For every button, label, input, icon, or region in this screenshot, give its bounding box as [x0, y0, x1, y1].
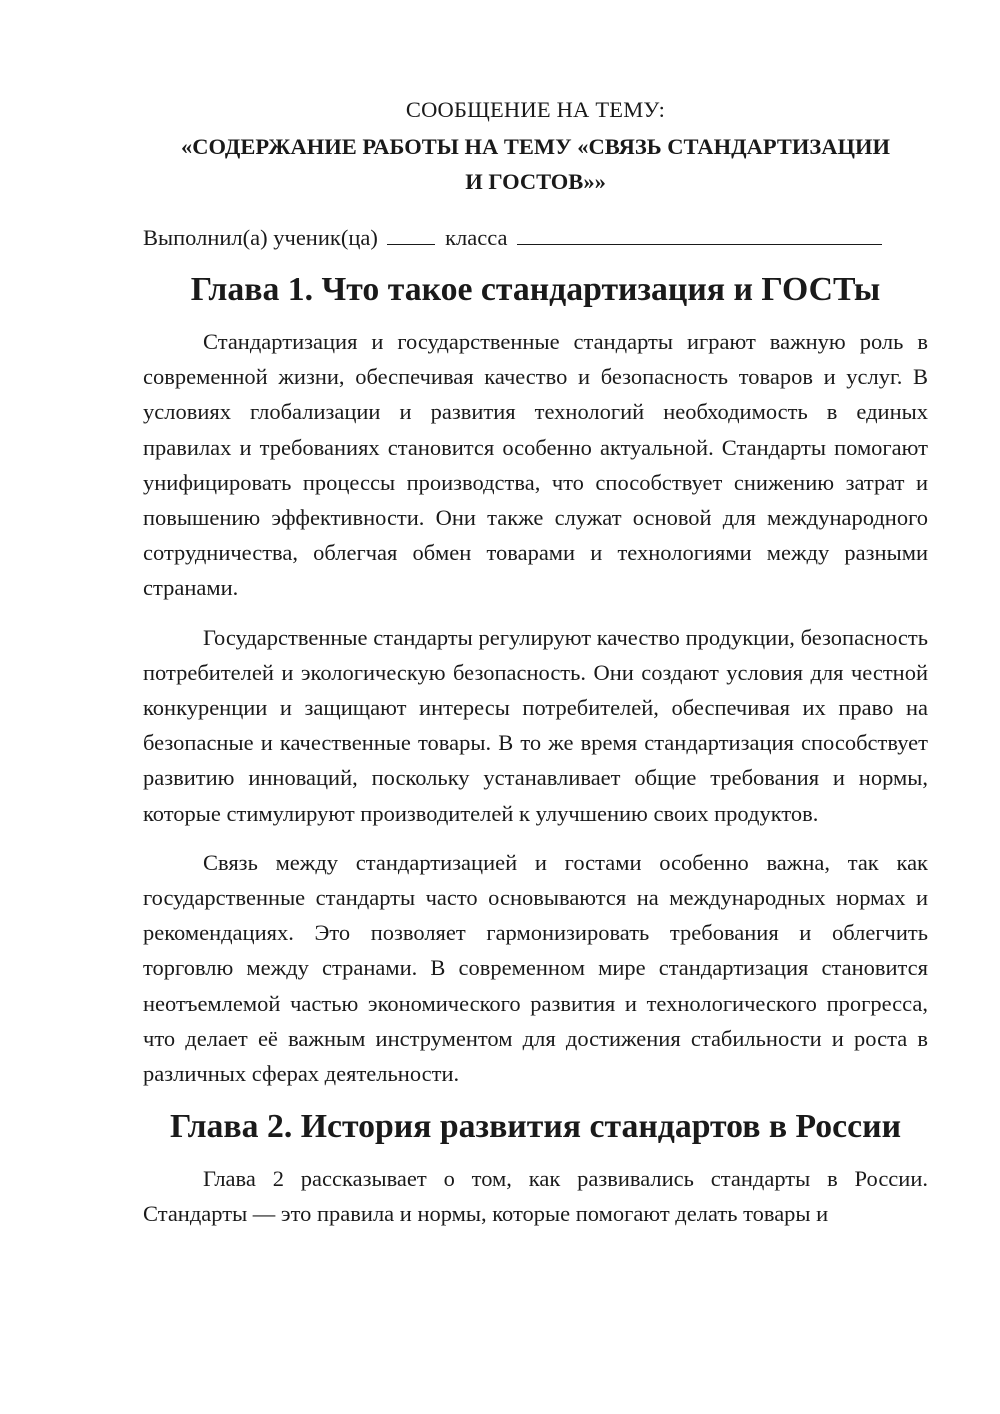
document-page: [143, 92, 928, 1232]
performer-label: Выполнил(а) ученик(ца): [143, 225, 378, 250]
chapter-1-paragraph-1: Стандартизация и государственные стандарты играют важную роль в современной жизни, обеспечивая качество и безопасность товаров и услуг. В условиях глобализации и развития технологий необходимость в единых правилах и требованиях становится особенно актуальной. Стандарты помогают унифицировать процессы производства, что способствует снижению затрат и повышению эффективности. Они также служат основой для международного сотрудничества, облегчая обмен товарами и технологиями между разными странами.: [143, 329, 928, 601]
chapter-2-heading: Глава 2. История развития стандартов в России: [169, 1108, 902, 1146]
class-label: класса: [445, 225, 508, 250]
document-title-line-1: «СОДЕРЖАНИЕ РАБОТЫ НА ТЕМУ «СВЯЗЬ СТАНДАРТИЗАЦИИ: [180, 134, 891, 159]
name-blank-field: [517, 222, 882, 245]
chapter-1-heading: Глава 1. Что такое стандартизация и ГОСТы: [190, 271, 881, 308]
document-title-line-2: И ГОСТОВ»»: [465, 169, 606, 194]
chapter-2-paragraph-1: Глава 2 рассказывает о том, как развивались стандарты в России. Стандарты — это правила и нормы, которые помогают делать товары и: [143, 1166, 928, 1227]
chapter-1-paragraph-3: Связь между стандартизацией и гостами особенно важна, так как государственные стандарты часто основываются на международных нормах и рекомендациях. Это позволяет гармонизировать требования и облегчить торговлю между странами. В современном мире стандартизация становится неотъемлемой частью экономического развития и технологического прогресса, что делает её важным инструментом для достижения стабильности и роста в различных сферах деятельности.: [143, 849, 928, 1087]
grade-blank-field: [387, 222, 435, 245]
performer-line: [143, 220, 928, 255]
message-topic-line: СООБЩЕНИЕ НА ТЕМУ:: [405, 97, 666, 122]
chapter-1-paragraph-2: Государственные стандарты регулируют качество продукции, безопасность потребителей и экологическую безопасность. Они создают условия для честной конкуренции и защищают интересы потребителей, обеспечивая их право на безопасные и качественные товары. В то же время стандартизация способствует развитию инноваций, поскольку устанавливает общие требования и нормы, которые стимулируют производителей к улучшению своих продуктов.: [143, 624, 928, 826]
